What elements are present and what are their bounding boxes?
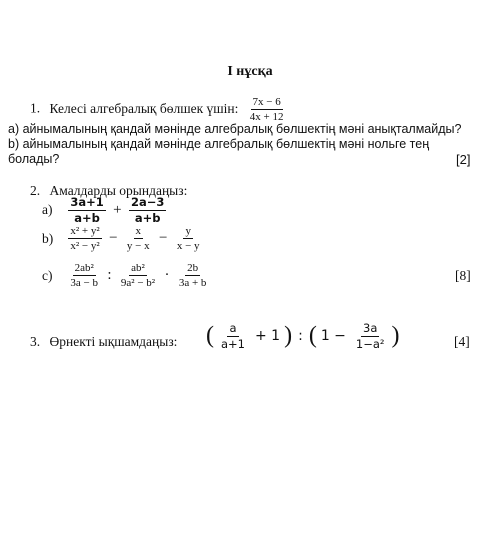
q2-c-operator-1: : bbox=[107, 267, 112, 284]
q2-b-fraction-2 bbox=[125, 225, 152, 252]
q2-c-f3-num: 2b bbox=[185, 262, 200, 276]
q2-c-f2-den: 9a² − b² bbox=[120, 277, 156, 290]
q2-c-f1-den: 3a − b bbox=[70, 277, 98, 290]
q2-a-label: a) bbox=[42, 202, 53, 218]
q2-c-fraction-1 bbox=[68, 262, 100, 289]
q1-frac-num: 7x − 6 bbox=[251, 96, 283, 110]
q3-close-paren-1: ) bbox=[284, 322, 293, 349]
q2-c-label: c) bbox=[42, 267, 53, 283]
q3-score: [4] bbox=[454, 334, 470, 349]
q2-b-f2-den: y − x bbox=[126, 240, 150, 253]
q3-number: 3. bbox=[30, 334, 41, 349]
q2-b-f2-num: x bbox=[134, 225, 144, 239]
q2-b-fraction-1 bbox=[68, 225, 101, 252]
q2-b-operator-1: − bbox=[109, 230, 118, 247]
q2-c-f1-num: 2ab² bbox=[73, 262, 96, 276]
q2-part-c bbox=[42, 262, 209, 289]
q3-f1-num: a bbox=[229, 321, 237, 335]
q1-number: 1. bbox=[30, 100, 41, 116]
q2-score: [8] bbox=[455, 268, 471, 283]
q3-line bbox=[30, 334, 177, 350]
q1-fraction bbox=[248, 96, 286, 123]
q1-score: [2] bbox=[456, 152, 471, 167]
q2-a-f2-num: 2a−3 bbox=[131, 195, 165, 209]
q3-plus-one: + 1 bbox=[255, 328, 281, 345]
q3-f1-den: a+1 bbox=[221, 336, 245, 351]
q1-text: Келесі алгебралық бөлшек үшін: bbox=[49, 100, 239, 116]
q1-part-b-line1: b) айнымалының қандай мәнінде алгебралық бөлшектің мәні нольге тең bbox=[8, 137, 430, 151]
q2-part-a bbox=[42, 196, 167, 224]
q2-b-f1-num: x² + y² bbox=[68, 225, 101, 239]
q3-fraction-1 bbox=[219, 322, 247, 350]
q2-b-f1-den: x² − y² bbox=[70, 240, 100, 253]
q3-f2-num: 3a bbox=[363, 321, 378, 335]
q2-a-fraction-2 bbox=[129, 196, 166, 224]
q2-c-fraction-3 bbox=[177, 262, 209, 289]
q1-frac-den: 4x + 12 bbox=[249, 111, 284, 124]
q3-expression bbox=[206, 322, 400, 350]
q2-text: Амалдарды орындаңыз: bbox=[49, 183, 188, 198]
page-title: І нұсқа bbox=[227, 64, 273, 79]
q1-part-b-line2: болады? bbox=[8, 152, 60, 166]
q3-open-paren-1: ( bbox=[206, 322, 214, 349]
q3-f2-den: 1−a² bbox=[355, 336, 385, 351]
q1-part-a: a) айнымалының қандай мәнінде алгебралық бөлшектің мәні анықталмайды? bbox=[8, 122, 462, 136]
q2-a-operator: + bbox=[113, 201, 122, 218]
q2-b-fraction-3 bbox=[175, 225, 202, 252]
q2-b-operator-2: − bbox=[159, 230, 168, 247]
q1-line bbox=[30, 96, 286, 123]
q2-c-fraction-2 bbox=[119, 262, 157, 289]
q3-one-minus: 1 − bbox=[320, 328, 346, 345]
q2-a-f2-den: a+b bbox=[134, 210, 161, 225]
q2-b-f3-num: y bbox=[183, 225, 193, 239]
q2-c-f3-den: 3a + b bbox=[178, 277, 207, 290]
q3-fraction-2 bbox=[354, 322, 387, 350]
q2-b-label: b) bbox=[42, 230, 54, 246]
q2-a-f1-den: a+b bbox=[74, 210, 100, 225]
q2-c-f2-num: ab² bbox=[129, 262, 147, 276]
q2-a-fraction-1 bbox=[68, 196, 105, 224]
q3-colon: : bbox=[298, 328, 303, 345]
q2-number: 2. bbox=[30, 183, 41, 198]
q3-open-paren-2: ( bbox=[308, 322, 317, 349]
q2-part-b bbox=[42, 225, 203, 252]
q3-text: Өрнекті ықшамдаңыз: bbox=[49, 334, 178, 349]
q2-b-f3-den: x − y bbox=[176, 240, 200, 253]
q2-c-operator-2: · bbox=[164, 267, 170, 284]
q2-a-f1-num: 3a+1 bbox=[70, 195, 104, 209]
q3-close-paren-2: ) bbox=[391, 322, 400, 349]
